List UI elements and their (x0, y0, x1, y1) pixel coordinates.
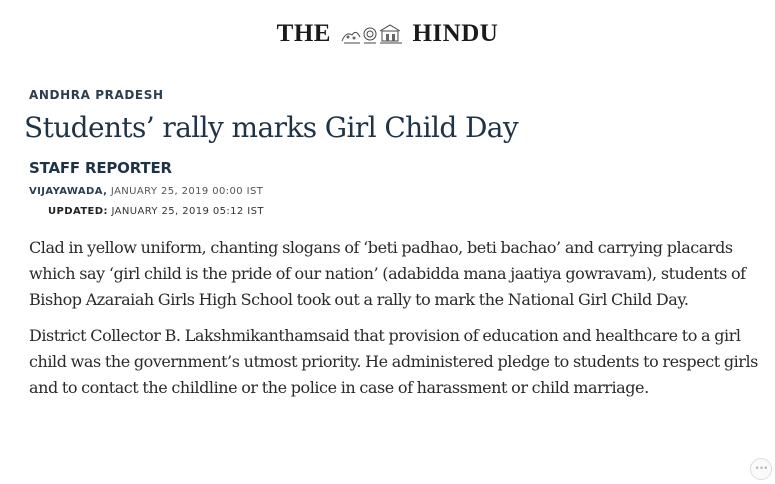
author-byline[interactable]: STAFF REPORTER (29, 159, 172, 177)
hindu-emblem-icon (340, 23, 404, 45)
section-label[interactable]: ANDHRA PRADESH (29, 88, 164, 102)
dateline (29, 186, 263, 197)
updated-date: JANUARY 25, 2019 05:12 IST (111, 206, 264, 217)
article-body (29, 235, 764, 411)
masthead-hindu: HINDU (412, 20, 499, 48)
updated-timestamp (48, 206, 264, 217)
article-headline: Students’ rally marks Girl Child Day (24, 111, 519, 144)
published-date: JANUARY 25, 2019 00:00 IST (110, 186, 264, 197)
paragraph: District Collector B. Lakshmikanthamsaid that provision of education and healthcare to a girl child was the government’s utmost priority. He administered pledge to students to respect girls and to contact the childline or the police in case of harassment or child marriage. (29, 326, 758, 397)
updated-label: UPDATED: (48, 206, 108, 217)
more-options-icon: ••• (754, 463, 768, 474)
masthead-the: THE (276, 20, 331, 48)
masthead-logo[interactable] (0, 18, 775, 49)
paragraph: Clad in yellow uniform, chanting slogans of ‘beti padhao, beti bachao’ and carrying placards which say ‘girl child is the pride of our nation’ (adabidda mana jaatiya gowravam), students of Bishop Azaraiah Girls High School took out a rally to mark the National Girl Child Day. (29, 238, 746, 309)
more-options-button[interactable] (750, 458, 772, 480)
dateline-place: VIJAYAWADA, (29, 186, 108, 197)
